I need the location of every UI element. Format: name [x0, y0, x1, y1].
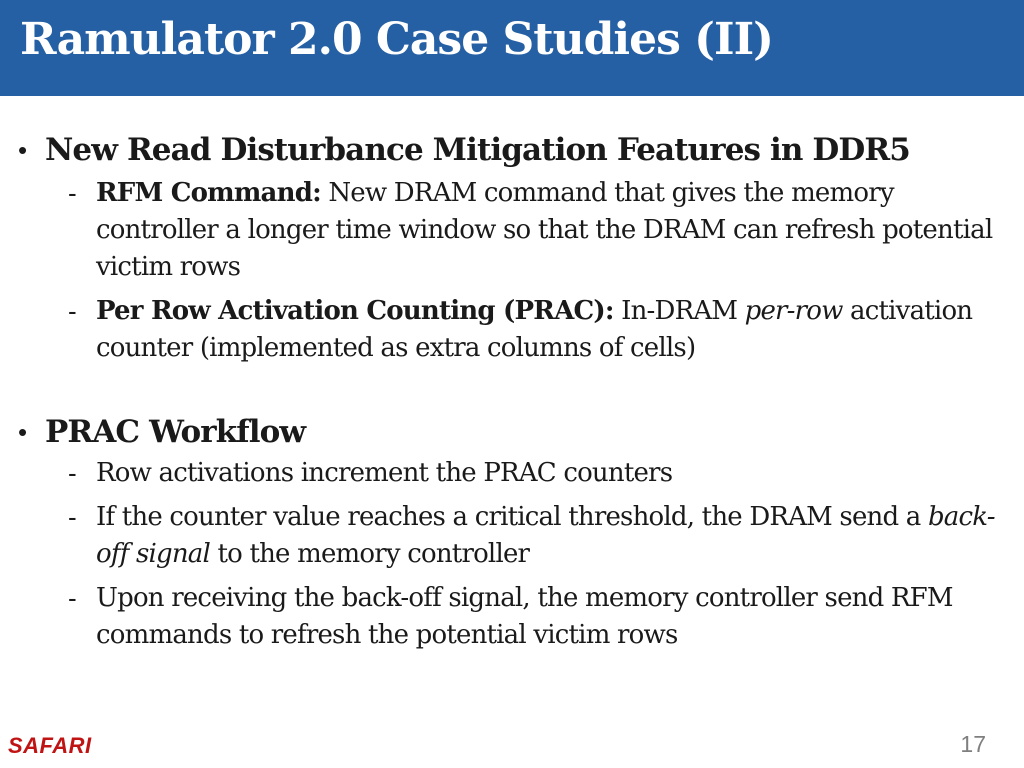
text-after: activation counter (implemented as extra columns of cells): [96, 296, 973, 363]
dash-marker: -: [68, 502, 77, 532]
term-description: New DRAM command that gives the memory controller a longer time window so that the DRAM can refresh potential victim rows: [96, 178, 993, 282]
bullet-marker: •: [18, 417, 28, 447]
safari-logo: SAFARI: [8, 733, 92, 758]
text-before: If the counter value reaches a critical threshold, the DRAM send a: [96, 502, 928, 532]
section-ddr5-features: [18, 131, 1008, 374]
sub-item-text: Row activations increment the PRAC counters: [96, 458, 673, 488]
title-bar: [0, 0, 1024, 96]
emphasis-text: per-row: [744, 296, 843, 326]
text-after: to the memory controller: [210, 539, 530, 569]
slide-title: Ramulator 2.0 Case Studies (II): [20, 14, 773, 65]
sub-list: [68, 455, 1008, 654]
sub-item-row-activations: [68, 455, 1008, 492]
term-label: Per Row Activation Counting (PRAC):: [96, 296, 614, 326]
section-prac-workflow: [18, 413, 1008, 661]
dash-marker: -: [68, 296, 77, 326]
sub-item-threshold: [68, 499, 1008, 573]
term-label: RFM Command:: [96, 178, 321, 208]
section-heading: New Read Disturbance Mitigation Features in DDR5: [45, 132, 910, 168]
page-number: 17: [960, 731, 986, 757]
sub-item-text: [96, 293, 996, 367]
dash-marker: -: [68, 583, 77, 613]
sub-item-text: [96, 499, 996, 573]
sub-item-text: Upon receiving the back-off signal, the memory controller send RFM commands to refresh the potential victim rows: [96, 583, 953, 650]
dash-marker: -: [68, 178, 77, 208]
sub-item-back-off: [68, 580, 1008, 654]
dash-marker: -: [68, 458, 77, 488]
sub-item-prac: [68, 293, 1008, 367]
sub-list: [68, 175, 1008, 367]
bullet-item: [18, 413, 1008, 451]
sub-item-rfm-command: [68, 175, 1008, 286]
text-before: In-DRAM: [613, 296, 745, 326]
section-heading: PRAC Workflow: [45, 414, 306, 450]
sub-item-text: [96, 175, 996, 286]
bullet-marker: •: [18, 135, 28, 165]
bullet-item: [18, 131, 1008, 169]
emphasis-text: back-off signal: [96, 502, 995, 569]
